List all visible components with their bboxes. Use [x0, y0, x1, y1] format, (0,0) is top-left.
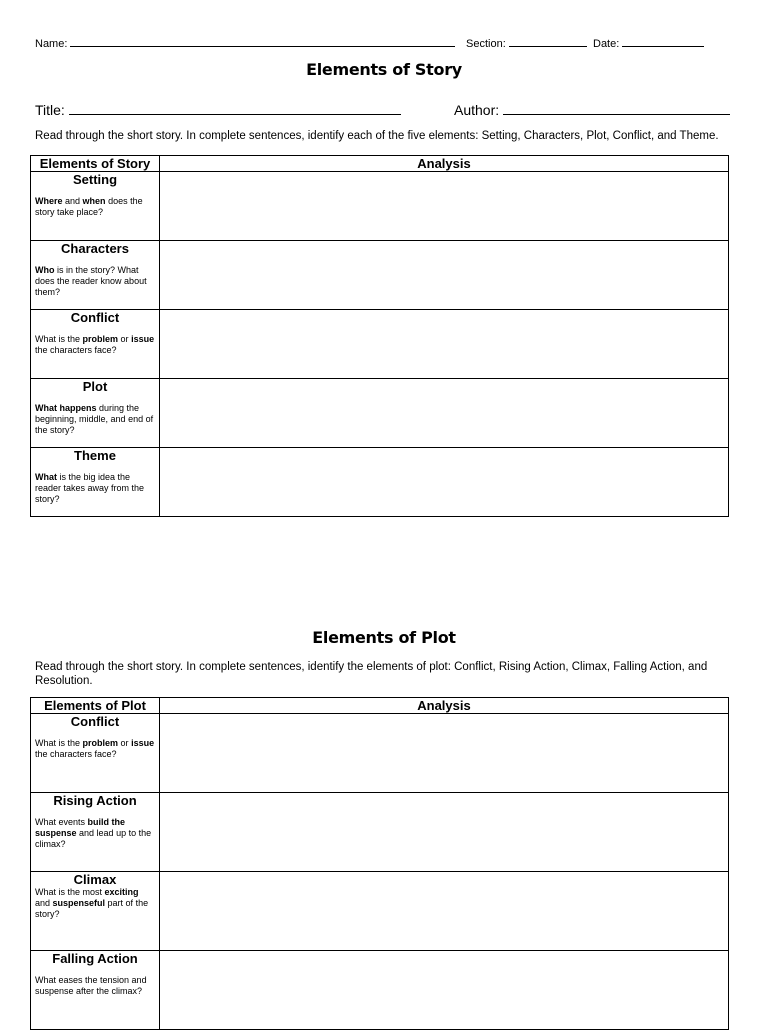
question-bold-text: Who — [35, 265, 55, 275]
author-field[interactable] — [503, 100, 730, 115]
element-name: Conflict — [70, 714, 120, 729]
plot-title: Elements of Plot — [312, 628, 456, 647]
question-text: What is the — [35, 738, 83, 748]
spacer — [31, 325, 159, 334]
question-text: part of the story? — [35, 898, 149, 919]
story-col-elements: Elements of Story — [31, 156, 160, 172]
analysis-cell[interactable] — [160, 714, 729, 793]
spacer — [31, 463, 159, 472]
element-question — [31, 196, 159, 218]
question-bold-text: What happens — [35, 403, 97, 413]
element-name: Rising Action — [53, 793, 137, 808]
element-question — [31, 738, 159, 760]
analysis-cell[interactable] — [160, 448, 729, 517]
element-name: Characters — [61, 241, 129, 256]
analysis-cell[interactable] — [160, 872, 729, 951]
question-text: and — [62, 196, 83, 206]
question-text: or — [118, 334, 132, 344]
question-bold-text: exciting — [104, 887, 139, 897]
element-question — [31, 975, 159, 997]
element-question — [31, 472, 159, 505]
element-cell — [31, 714, 160, 793]
element-name: Setting — [72, 172, 118, 187]
element-question — [31, 887, 159, 920]
question-bold-text: problem — [82, 334, 119, 344]
table-row — [31, 379, 729, 448]
spacer — [31, 808, 159, 817]
table-row — [31, 793, 729, 872]
table-row — [31, 310, 729, 379]
element-question — [31, 403, 159, 436]
question-text: the characters face? — [35, 345, 117, 355]
section-label: Section: — [466, 38, 506, 50]
spacer — [31, 187, 159, 196]
section-field[interactable] — [509, 35, 587, 47]
question-text: or — [118, 738, 132, 748]
question-bold-text: issue — [131, 738, 155, 748]
plot-instructions: Read through the short story. In complete sentences, identify the elements of plot: Conflict, Rising Action, Climax, Falling Action, and Resolution. — [35, 661, 708, 687]
question-text: and — [35, 898, 53, 908]
name-label: Name: — [35, 38, 68, 50]
analysis-cell[interactable] — [160, 379, 729, 448]
story-table-header — [31, 156, 729, 172]
question-text: What events — [35, 817, 88, 827]
plot-col-analysis: Analysis — [160, 698, 729, 714]
analysis-cell[interactable] — [160, 951, 729, 1030]
element-cell — [31, 872, 160, 951]
question-text: and lead up to the climax? — [35, 828, 152, 849]
element-name: Conflict — [70, 310, 120, 325]
element-question — [31, 334, 159, 356]
date-field[interactable] — [622, 35, 704, 47]
spacer — [31, 729, 159, 738]
question-text: does the story take place? — [35, 196, 143, 217]
element-name: Climax — [73, 872, 117, 887]
analysis-cell[interactable] — [160, 793, 729, 872]
element-question — [31, 817, 159, 850]
element-cell — [31, 310, 160, 379]
analysis-cell[interactable] — [160, 310, 729, 379]
element-cell — [31, 448, 160, 517]
spacer — [31, 966, 159, 975]
question-bold-text: build the suspense — [35, 817, 126, 838]
question-text: the characters face? — [35, 749, 117, 759]
element-question — [31, 265, 159, 298]
question-text: What is the most — [35, 887, 105, 897]
question-text: is the big idea the reader takes away from the story? — [35, 472, 145, 504]
question-bold-text: problem — [82, 738, 119, 748]
plot-table — [30, 697, 729, 1030]
question-bold-text: What — [35, 472, 57, 482]
story-col-analysis: Analysis — [160, 156, 729, 172]
story-title: Elements of Story — [306, 60, 462, 79]
element-cell — [31, 172, 160, 241]
table-row — [31, 241, 729, 310]
table-row — [31, 951, 729, 1030]
question-bold-text: when — [82, 196, 106, 206]
element-name: Falling Action — [52, 951, 138, 966]
spacer — [31, 394, 159, 403]
title-label: Title: — [35, 102, 65, 118]
element-cell — [31, 951, 160, 1030]
name-field[interactable] — [70, 35, 455, 47]
element-cell — [31, 793, 160, 872]
question-bold-text: Where — [35, 196, 63, 206]
plot-col-elements: Elements of Plot — [31, 698, 160, 714]
author-label: Author: — [454, 102, 500, 118]
element-name: Theme — [74, 448, 116, 463]
story-instructions: Read through the short story. In complete sentences, identify each of the five elements: Setting, Characters, Plot, Conflict, and Theme. — [35, 130, 719, 142]
question-text: is in the story? What does the reader know about them? — [35, 265, 147, 297]
spacer — [31, 256, 159, 265]
element-cell — [31, 241, 160, 310]
question-text: What eases the tension and suspense after the climax? — [35, 975, 147, 996]
analysis-cell[interactable] — [160, 241, 729, 310]
question-text: during the beginning, middle, and end of the story? — [35, 403, 154, 435]
table-row — [31, 714, 729, 793]
question-text: What is the — [35, 334, 83, 344]
title-field[interactable] — [69, 100, 401, 115]
analysis-cell[interactable] — [160, 172, 729, 241]
date-label: Date: — [593, 38, 620, 50]
element-cell — [31, 379, 160, 448]
question-bold-text: issue — [131, 334, 155, 344]
element-name: Plot — [82, 379, 108, 394]
table-row — [31, 448, 729, 517]
plot-table-header — [31, 698, 729, 714]
table-row — [31, 872, 729, 951]
table-row — [31, 172, 729, 241]
question-bold-text: suspenseful — [52, 898, 106, 908]
story-table — [30, 155, 729, 517]
